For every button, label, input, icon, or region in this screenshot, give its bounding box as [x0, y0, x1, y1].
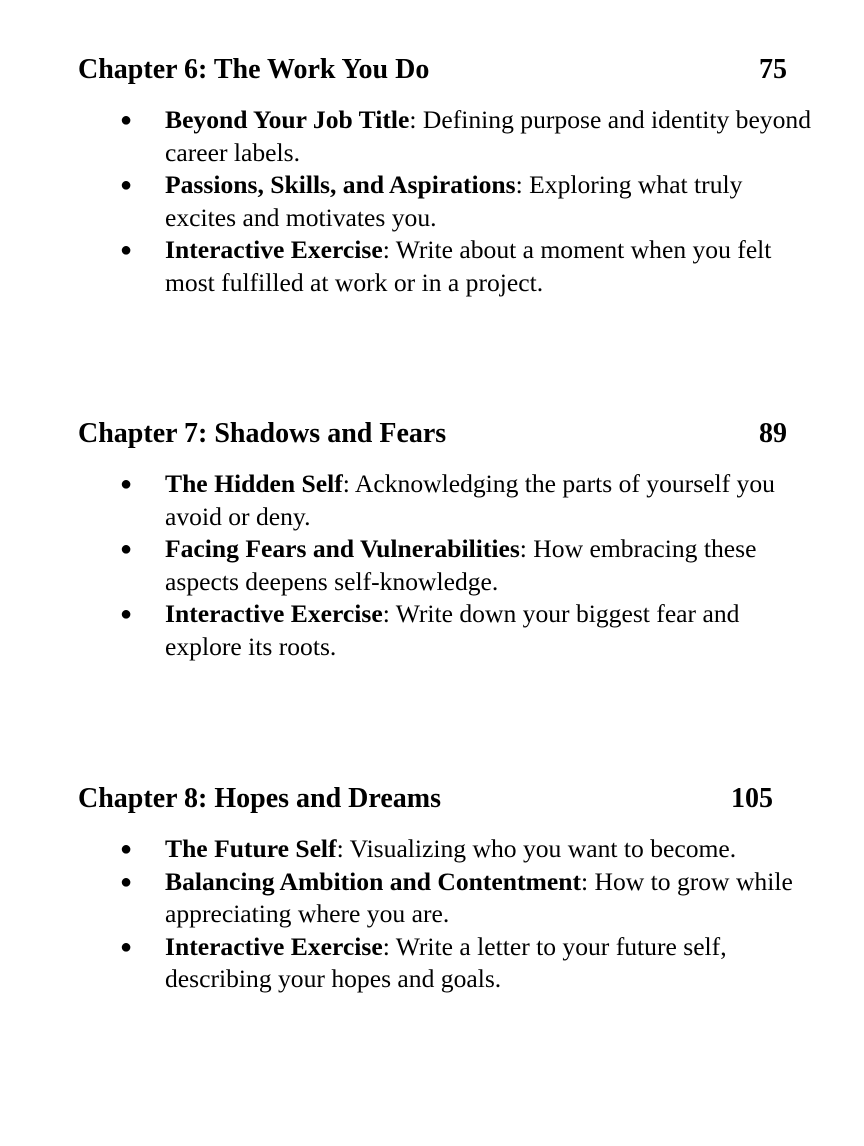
chapter-topic-list: [78, 833, 818, 996]
topic-heading: Interactive Exercise: [165, 235, 383, 264]
bullet-icon: ●: [120, 473, 133, 495]
list-item: [78, 833, 818, 866]
topic-description: : How embracing these aspects deepens self-knowledge.: [165, 534, 757, 596]
topic-description: : Write a letter to your future self, describing your hopes and goals.: [165, 931, 727, 993]
topic-description: : Exploring what truly excites and motivates you.: [165, 170, 743, 232]
chapter-heading: [78, 417, 818, 451]
topic-heading: The Hidden Self: [165, 469, 343, 498]
chapter-6: [78, 53, 818, 297]
topic-heading: The Future Self: [165, 834, 337, 863]
list-item: [78, 598, 818, 663]
topic-heading: Balancing Ambition and Contentment: [165, 866, 581, 896]
chapter-topic-list: [78, 468, 818, 663]
list-item: [78, 169, 818, 234]
topic-description: : Acknowledging the parts of yourself you avoid or deny.: [165, 469, 775, 531]
list-item: [78, 866, 818, 931]
chapter-title: Chapter 7: Shadows and Fears: [78, 418, 447, 449]
topic-heading: Interactive Exercise: [165, 931, 383, 961]
list-item: [78, 468, 818, 533]
topic-heading: Facing Fears and Vulnerabilities: [165, 534, 520, 563]
chapter-title: Chapter 8: Hopes and Dreams: [78, 783, 441, 814]
bullet-icon: ●: [120, 870, 133, 893]
topic-description: : Defining purpose and identity beyond career labels.: [165, 105, 811, 167]
chapter-heading: [78, 53, 818, 87]
chapter-page-number: 105: [731, 783, 773, 814]
topic-description: : Write down your biggest fear and explore its roots.: [165, 599, 740, 661]
chapter-7: [78, 417, 818, 661]
list-item: [78, 104, 818, 169]
topic-heading: Beyond Your Job Title: [165, 105, 410, 134]
chapter-page-number: 75: [759, 54, 787, 85]
topic-heading: Interactive Exercise: [165, 599, 383, 628]
chapter-8: [78, 782, 818, 993]
list-item: [78, 931, 818, 996]
topic-heading: Passions, Skills, and Aspirations: [165, 170, 516, 199]
chapter-title: Chapter 6: The Work You Do: [78, 54, 430, 85]
topic-description: : Write about a moment when you felt most fulfilled at work or in a project.: [165, 235, 772, 297]
list-item: [78, 533, 818, 598]
chapter-page-number: 89: [759, 418, 787, 449]
bullet-icon: ●: [120, 239, 133, 261]
list-item: [78, 234, 818, 299]
topic-description: : Visualizing who you want to become.: [336, 834, 737, 863]
topic-description: : How to grow while appreciating where you are.: [165, 866, 793, 928]
chapter-heading: [78, 782, 818, 816]
bullet-icon: ●: [120, 174, 133, 196]
chapter-topic-list: [78, 104, 818, 299]
bullet-icon: ●: [120, 109, 133, 131]
bullet-icon: ●: [120, 603, 133, 625]
bullet-icon: ●: [120, 838, 133, 860]
bullet-icon: ●: [120, 935, 133, 958]
bullet-icon: ●: [120, 538, 133, 560]
